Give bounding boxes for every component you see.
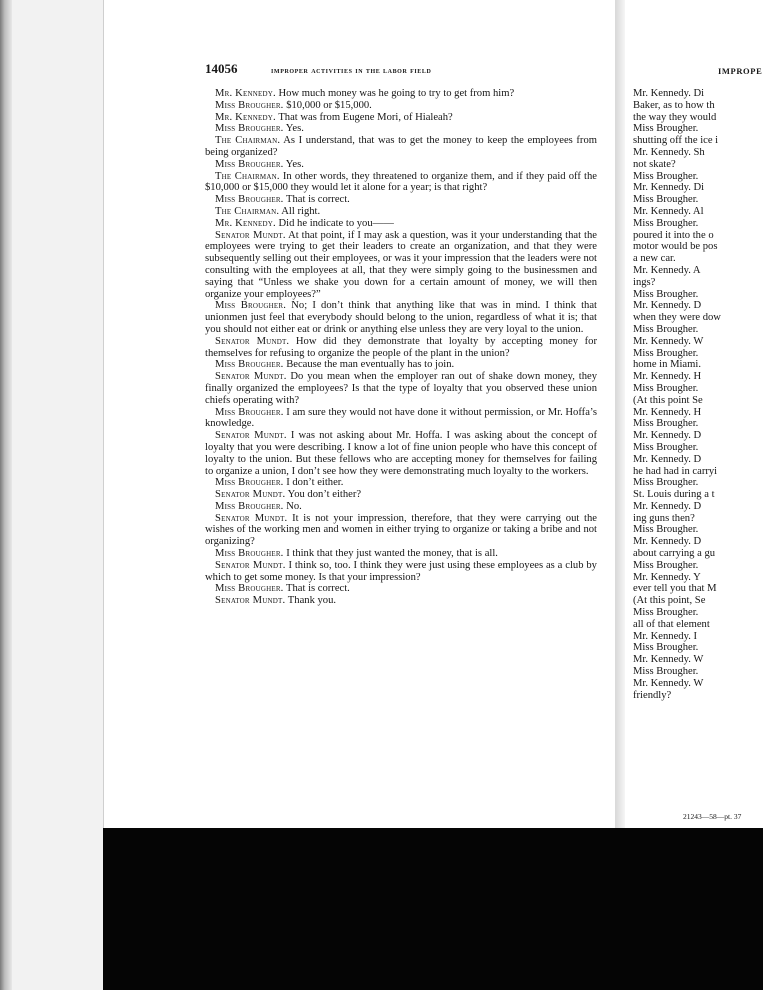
speaker-name: The Chairman.: [215, 135, 281, 147]
transcript-paragraph: [205, 560, 597, 584]
transcript-paragraph: [205, 477, 597, 489]
right-page-footer: 21243—58—pt. 37: [683, 812, 742, 821]
right-page-line: Mr. Kennedy. H: [633, 371, 702, 383]
right-page-line: Mr. Kennedy. Al: [633, 205, 704, 217]
speech-text: In other words, they threatened to organize them, and if they paid off the $10,000 or $15,000 they would let it alone for a year; is that right?: [205, 170, 597, 194]
speaker-name: Senator Mundt.: [215, 512, 288, 524]
speaker-name: Senator Mundt.: [215, 489, 286, 501]
speech-text: How did they demonstrate that loyalty by accepting money for themselves for refusing to organize the people of the plant in the union?: [205, 335, 597, 359]
transcript-paragraph: [205, 100, 597, 112]
right-page-line: Miss Brougher.: [633, 382, 699, 394]
right-page-line: Miss Brougher.: [633, 347, 699, 359]
right-page-line: (At this point Se: [633, 394, 703, 406]
right-page-line: Miss Brougher.: [633, 418, 699, 430]
speech-text: No; I don’t think that anything like that was in mind. I think that unionmen just feel that everybody should belong to the union, regardless of what it is; that you should not either eat or drink or anything else unless they are very loyal to the union.: [205, 300, 597, 335]
right-page-line: Mr. Kennedy. D: [633, 300, 702, 312]
transcript-paragraph: [205, 159, 597, 171]
transcript-paragraph: [205, 300, 597, 335]
transcript-paragraph: [205, 430, 597, 477]
speaker-name: Miss Brougher.: [215, 359, 284, 371]
right-page-line: Mr. Kennedy. Sh: [633, 146, 705, 158]
speech-text: Yes.: [283, 123, 304, 135]
speech-text: That was from Eugene Mori, of Hialeah?: [275, 111, 453, 123]
right-page-line: about carrying a gu: [633, 548, 716, 560]
speech-text: How much money was he going to try to get from him?: [275, 88, 515, 99]
transcript-paragraph: [205, 489, 597, 501]
speech-text: Yes.: [283, 158, 304, 170]
speech-text: All right.: [279, 205, 321, 217]
transcript-paragraph: [205, 548, 597, 560]
right-page-line: Mr. Kennedy. H: [633, 406, 702, 418]
right-page-line: Miss Brougher.: [633, 323, 699, 335]
speech-text: Did he indicate to you——: [275, 217, 394, 229]
right-page-line: Mr. Kennedy. D: [633, 453, 702, 465]
right-page-line: Baker, as to how th: [633, 99, 715, 111]
right-page-line: Miss Brougher.: [633, 194, 699, 206]
right-page-line: Miss Brougher.: [633, 217, 699, 229]
transcript-paragraph: [205, 135, 597, 159]
transcript-paragraph: [205, 513, 597, 548]
right-page-line: ing guns then?: [633, 512, 695, 524]
right-page-line: Mr. Kennedy. Di: [633, 88, 705, 99]
transcript-paragraph: [205, 359, 597, 371]
speaker-name: Miss Brougher.: [215, 300, 287, 312]
right-page-line: Miss Brougher.: [633, 123, 699, 135]
scan-dark-band: [103, 828, 763, 990]
right-running-head: IMPROPE: [718, 66, 763, 76]
right-page-line: Miss Brougher.: [633, 666, 699, 678]
right-page-line: Miss Brougher.: [633, 524, 699, 536]
speech-text: Because the man eventually has to join.: [283, 359, 455, 371]
page-header: [205, 63, 600, 77]
speaker-name: Miss Brougher.: [215, 406, 284, 418]
right-page-line: Miss Brougher.: [633, 441, 699, 453]
speech-text: That is correct.: [283, 194, 350, 206]
transcript-paragraph: [205, 230, 597, 301]
transcript-paragraph: [205, 194, 597, 206]
speaker-name: Senator Mundt.: [215, 335, 290, 347]
right-page-line: a new car.: [633, 253, 676, 265]
speech-text: Thank you.: [285, 595, 337, 607]
right-page-line: poured it into the o: [633, 229, 714, 241]
right-page-line: Mr. Kennedy. Di: [633, 182, 705, 194]
transcript-paragraph: [205, 218, 597, 230]
right-page-line: Mr. Kennedy. D: [633, 500, 702, 512]
speech-text: It is not your impression, therefore, that they were carrying out the wishes of the working men and women in either trying to organize or taking a bribe and not organizing?: [205, 512, 597, 548]
transcript-paragraph: [205, 112, 597, 124]
right-page-line: he had had in carryi: [633, 465, 718, 477]
transcript-paragraph: [205, 171, 597, 195]
right-page-line: ever tell you that M: [633, 583, 717, 595]
page-gutter: [615, 0, 625, 828]
speaker-name: Mr. Kennedy.: [215, 88, 276, 99]
right-page-line: not skate?: [633, 158, 676, 170]
speaker-name: Miss Brougher.: [215, 477, 284, 489]
right-page-line: Miss Brougher.: [633, 288, 699, 300]
right-page-line: the way they would: [633, 111, 717, 123]
transcript-paragraph: [205, 583, 597, 595]
right-page-line: friendly?: [633, 689, 672, 701]
right-page-line: Mr. Kennedy. D: [633, 536, 702, 548]
speaker-name: Miss Brougher.: [215, 500, 284, 512]
transcript-paragraph: [205, 88, 597, 100]
right-page-line: Mr. Kennedy. A: [633, 264, 701, 276]
right-page-line: Miss Brougher.: [633, 559, 699, 571]
transcript-paragraph: [205, 407, 597, 431]
right-page-line: shutting off the ice i: [633, 135, 719, 147]
transcript-paragraph: [205, 336, 597, 360]
right-page-line: Miss Brougher.: [633, 170, 699, 182]
speaker-name: Senator Mundt.: [215, 559, 286, 571]
running-head: improper activities in the labor field: [271, 65, 432, 75]
speaker-name: Miss Brougher.: [215, 99, 284, 111]
speaker-name: Miss Brougher.: [215, 123, 284, 135]
speaker-name: Miss Brougher.: [215, 548, 284, 560]
speech-text: I think so, too. I think they were just using these employees as a club by which to get some money. Is that your impression?: [205, 559, 597, 583]
speech-text: That is correct.: [283, 583, 350, 595]
speech-text: I think that they just wanted the money, that is all.: [283, 548, 498, 560]
right-page-line: Miss Brougher.: [633, 477, 699, 489]
right-page-line: home in Miami.: [633, 359, 701, 371]
transcript-paragraph: [205, 123, 597, 135]
right-page-line: Mr. Kennedy. I: [633, 630, 698, 642]
right-page-line: Mr. Kennedy. D: [633, 430, 702, 442]
right-page-line: Mr. Kennedy. W: [633, 677, 704, 689]
speech-text: I am sure they would not have done it without permission, or Mr. Hoffa’s knowledge.: [205, 406, 597, 430]
right-page-line: motor would be pos: [633, 241, 718, 253]
right-page-text: [633, 88, 763, 701]
speaker-name: Senator Mundt.: [215, 430, 287, 442]
page-number: 14056: [205, 61, 238, 76]
speaker-name: Mr. Kennedy.: [215, 217, 276, 229]
speech-text: At that point, if I may ask a question, was it your understanding that the employees were trying to get their leaders to create an organization, and that they were subsequently selling out their employees, or was it your impression that the leaders were not consulting with the employees at all, that they were simply going to the businessmen and saying that “Unless we shake you down for a certain amount of money, we will then organize your employees?”: [205, 229, 597, 300]
right-page-line: Miss Brougher.: [633, 642, 699, 654]
right-page-line: (At this point, Se: [633, 595, 706, 607]
speaker-name: Senator Mundt.: [215, 229, 286, 241]
transcript-paragraph: [205, 206, 597, 218]
right-page-line: when they were dow: [633, 312, 721, 324]
transcript-paragraph: [205, 595, 597, 607]
right-page-line: ings?: [633, 276, 656, 288]
speech-text: $10,000 or $15,000.: [283, 99, 372, 111]
speech-text: No.: [283, 500, 302, 512]
book-binding-edge: [0, 0, 12, 990]
speaker-name: Senator Mundt.: [215, 595, 286, 607]
speech-text: You don’t either?: [285, 489, 362, 501]
speaker-name: The Chairman.: [215, 170, 280, 182]
speaker-name: Miss Brougher.: [215, 194, 284, 206]
speaker-name: Mr. Kennedy.: [215, 111, 276, 123]
right-page-line: Miss Brougher.: [633, 607, 699, 619]
right-page-line: Mr. Kennedy. W: [633, 654, 704, 666]
transcript-body: [205, 88, 597, 607]
speaker-name: The Chairman.: [215, 205, 280, 217]
speaker-name: Miss Brougher.: [215, 158, 284, 170]
right-page-line: all of that element: [633, 618, 710, 630]
speaker-name: Senator Mundt.: [215, 371, 287, 383]
transcript-paragraph: [205, 371, 597, 406]
right-page-line: St. Louis during a t: [633, 489, 715, 501]
right-page-line: Mr. Kennedy. Y: [633, 571, 701, 583]
speech-text: I don’t either.: [283, 477, 344, 489]
speech-text: Do you mean when the employer ran out of shake down money, they finally organized the employees? Is that the type of loyalty that you observed these union chiefs operating with?: [205, 371, 597, 406]
right-page-line: Mr. Kennedy. W: [633, 335, 704, 347]
speaker-name: Miss Brougher.: [215, 583, 284, 595]
speech-text: I was not asking about Mr. Hoffa. I was asking about the concept of loyalty that you were describing. I know a lot of fine union people who have this concept of loyalty to the union. But these fellows who are accepting money for themselves for failing to organize a union, I don’t see how they were demonstrating much loyalty to the workers.: [205, 430, 598, 477]
transcript-paragraph: [205, 501, 597, 513]
speech-text: As I understand, that was to get the money to keep the employees from being organized?: [205, 135, 597, 158]
